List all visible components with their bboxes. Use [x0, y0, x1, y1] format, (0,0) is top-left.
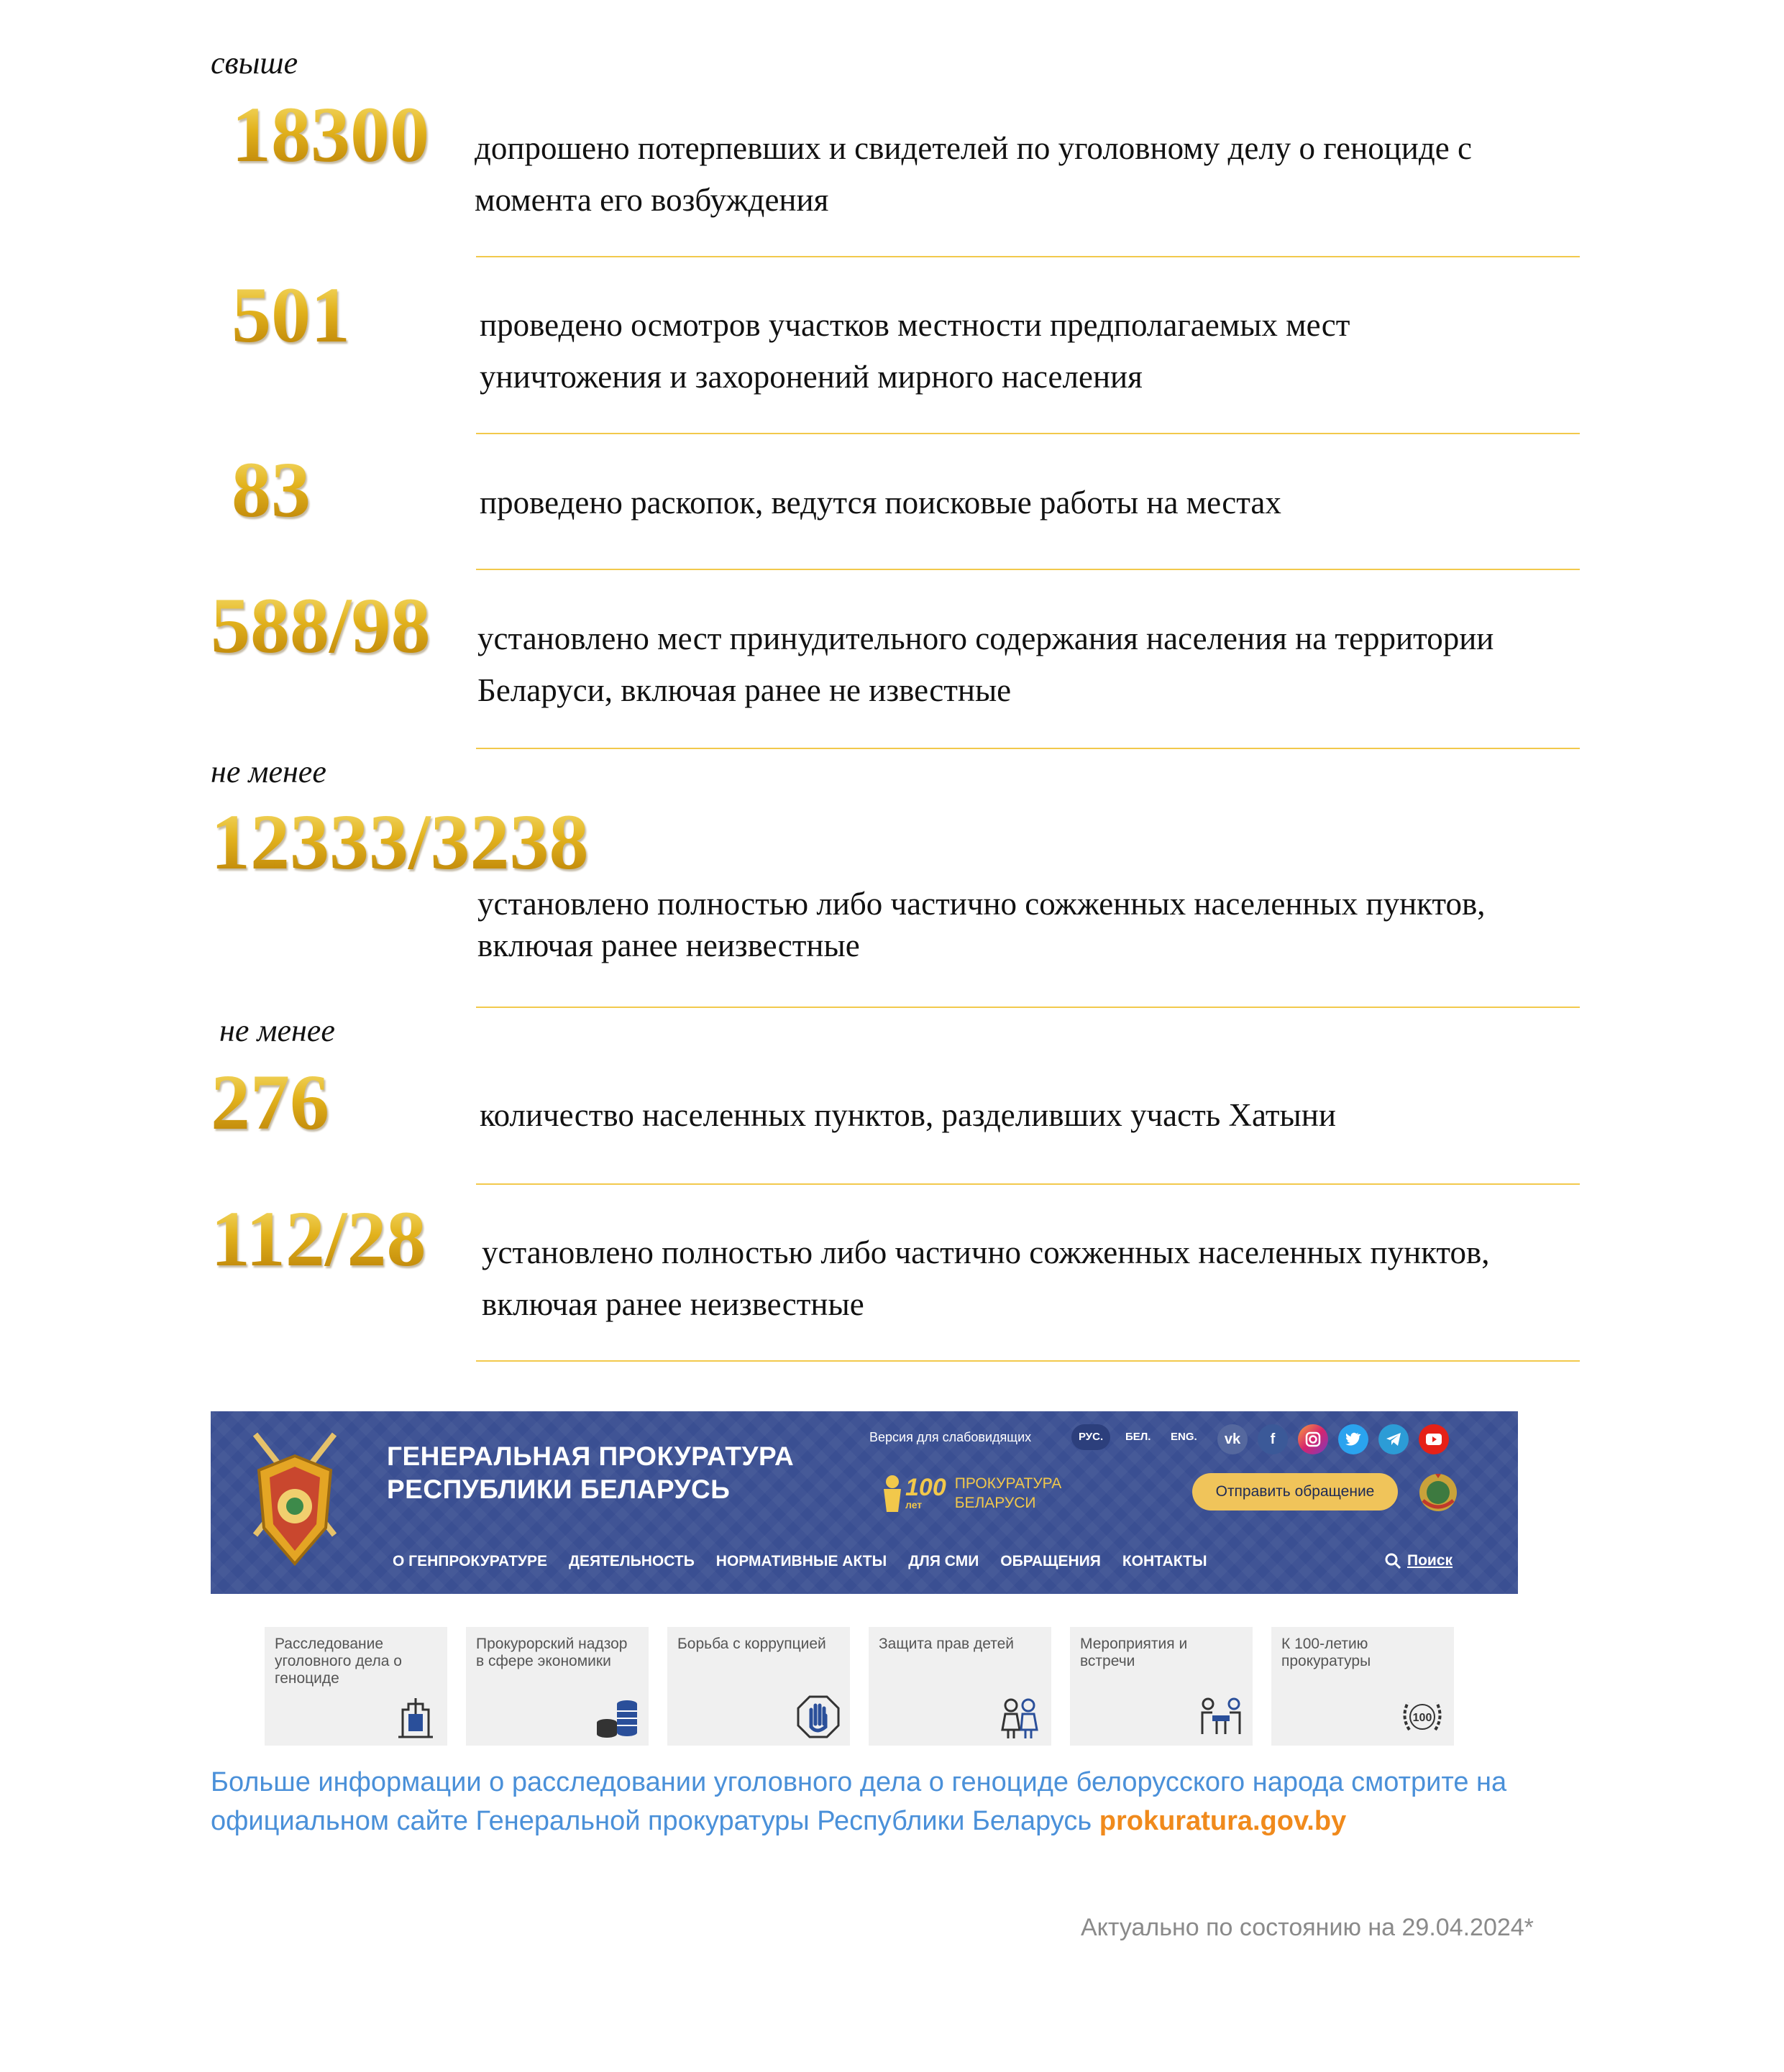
stat-description: установлено полностью либо частично сожженных населенных пунктов, включая ранее неизвестные [477, 886, 1486, 963]
lang-bel[interactable]: БЕЛ. [1125, 1431, 1151, 1443]
site-title-line1: ГЕНЕРАЛЬНАЯ ПРОКУРАТУРА [387, 1441, 795, 1471]
tile-events-meetings[interactable] [1070, 1627, 1253, 1746]
stat-description: количество населенных пунктов, разделивших участь Хатыни [480, 1097, 1336, 1133]
laurel-number: 100 [1412, 1712, 1432, 1724]
nav-appeals[interactable]: ОБРАЩЕНИЯ [1000, 1553, 1101, 1569]
tile-economic-supervision[interactable] [466, 1627, 649, 1746]
website-header-banner[interactable] [211, 1411, 1518, 1594]
site-title[interactable] [387, 1440, 794, 1506]
instagram-icon[interactable] [1298, 1424, 1328, 1454]
divider [476, 256, 1580, 257]
lang-rus[interactable]: РУС. [1071, 1424, 1110, 1450]
anniversary-line2: БЕЛАРУСИ [954, 1495, 1036, 1511]
tile-100-anniversary[interactable] [1271, 1627, 1454, 1746]
anniversary-number: 100 [905, 1474, 946, 1501]
nav-about[interactable]: О ГЕНПРОКУРАТУРЕ [393, 1553, 547, 1569]
official-site-link[interactable]: prokuratura.gov.by [1099, 1806, 1347, 1836]
stat-description: установлено мест принудительного содержания населения на территории Беларуси, включая ранее не известные [477, 620, 1494, 708]
stat-number: 276 [211, 1058, 329, 1146]
stat-description: проведено осмотров участков местности предполагаемых мест уничтожения и захоронений мирного населения [480, 307, 1350, 395]
tile-label: Борьба с коррупцией [677, 1636, 826, 1652]
memorial-icon [393, 1694, 439, 1740]
stat-number: 588/98 [211, 582, 431, 669]
divider [476, 1007, 1580, 1008]
tile-label: К 100-летию прокуратуры [1281, 1636, 1371, 1669]
lang-eng[interactable]: ENG. [1171, 1431, 1197, 1443]
stat-description: проведено раскопок, ведутся поисковые работы на местах [480, 485, 1281, 521]
stat-prefix: не менее [211, 754, 326, 789]
stat-prefix: свыше [211, 45, 298, 81]
search-label: Поиск [1407, 1552, 1453, 1569]
search-icon [1384, 1552, 1401, 1569]
search-button[interactable] [1384, 1552, 1453, 1569]
main-nav [393, 1553, 1207, 1570]
vk-icon[interactable]: vk [1217, 1424, 1248, 1454]
nav-media[interactable]: ДЛЯ СМИ [908, 1553, 979, 1569]
vision-impaired-link[interactable]: Версия для слабовидящих [869, 1430, 1032, 1444]
stat-number: 83 [232, 446, 311, 533]
stat-number: 18300 [232, 91, 429, 178]
stat-number: 112/28 [211, 1195, 426, 1283]
state-emblem-icon [1417, 1472, 1459, 1513]
laurel-100-icon [1399, 1694, 1445, 1740]
tile-label: Прокурорский надзор в сфере экономики [476, 1636, 628, 1669]
anniversary-badge[interactable] [879, 1473, 1061, 1513]
send-appeal-button[interactable]: Отправить обращение [1192, 1473, 1398, 1511]
tile-label: Защита прав детей [879, 1636, 1015, 1652]
youtube-icon[interactable] [1419, 1424, 1449, 1454]
anniversary-suffix: лет [905, 1499, 923, 1511]
anniversary-line1: ПРОКУРАТУРА [954, 1475, 1062, 1492]
stat-description: установлено полностью либо частично сожженных населенных пунктов, включая ранее неизвестные [482, 1234, 1490, 1322]
divider [476, 1360, 1580, 1362]
stat-number: 501 [232, 271, 350, 359]
meeting-icon [1198, 1694, 1244, 1740]
actuality-note: Актуально по состоянию на 29.04.2024* [1081, 1914, 1534, 1941]
divider [476, 1183, 1580, 1185]
tile-label: Мероприятия и встречи [1080, 1636, 1188, 1669]
nav-activity[interactable]: ДЕЯТЕЛЬНОСТЬ [569, 1553, 695, 1569]
nav-contacts[interactable]: КОНТАКТЫ [1122, 1553, 1207, 1569]
coins-icon [594, 1694, 640, 1740]
divider [476, 748, 1580, 749]
tile-label: Расследование уголовного дела о геноциде [275, 1636, 402, 1687]
stat-description: допрошено потерпевших и свидетелей по уголовному делу о геноциде с момента его возбуждения [475, 130, 1472, 218]
site-title-line2: РЕСПУБЛИКИ БЕЛАРУСЬ [387, 1475, 731, 1504]
tile-genocide-investigation[interactable] [265, 1627, 447, 1746]
stat-prefix: не менее [219, 1013, 335, 1048]
divider [476, 569, 1580, 570]
nav-legal-acts[interactable]: НОРМАТИВНЫЕ АКТЫ [715, 1553, 887, 1569]
tile-anti-corruption[interactable] [667, 1627, 850, 1746]
tile-children-rights[interactable] [869, 1627, 1051, 1746]
twitter-icon[interactable] [1338, 1424, 1368, 1454]
stop-hand-icon [795, 1694, 841, 1740]
divider [476, 433, 1580, 434]
children-icon [997, 1694, 1043, 1740]
facebook-icon[interactable]: f [1258, 1424, 1288, 1454]
more-info-text [211, 1763, 1620, 1840]
anniversary-figure-icon [879, 1473, 905, 1513]
prosecutor-emblem-icon[interactable] [248, 1427, 342, 1571]
stat-number: 12333/3238 [211, 798, 589, 886]
more-info-body: Больше информации о расследовании уголовного дела о геноциде белорусского народа смотрите на официальном сайте Генеральной прокуратуры Республики Беларусь [211, 1767, 1507, 1836]
telegram-icon[interactable] [1378, 1424, 1409, 1454]
